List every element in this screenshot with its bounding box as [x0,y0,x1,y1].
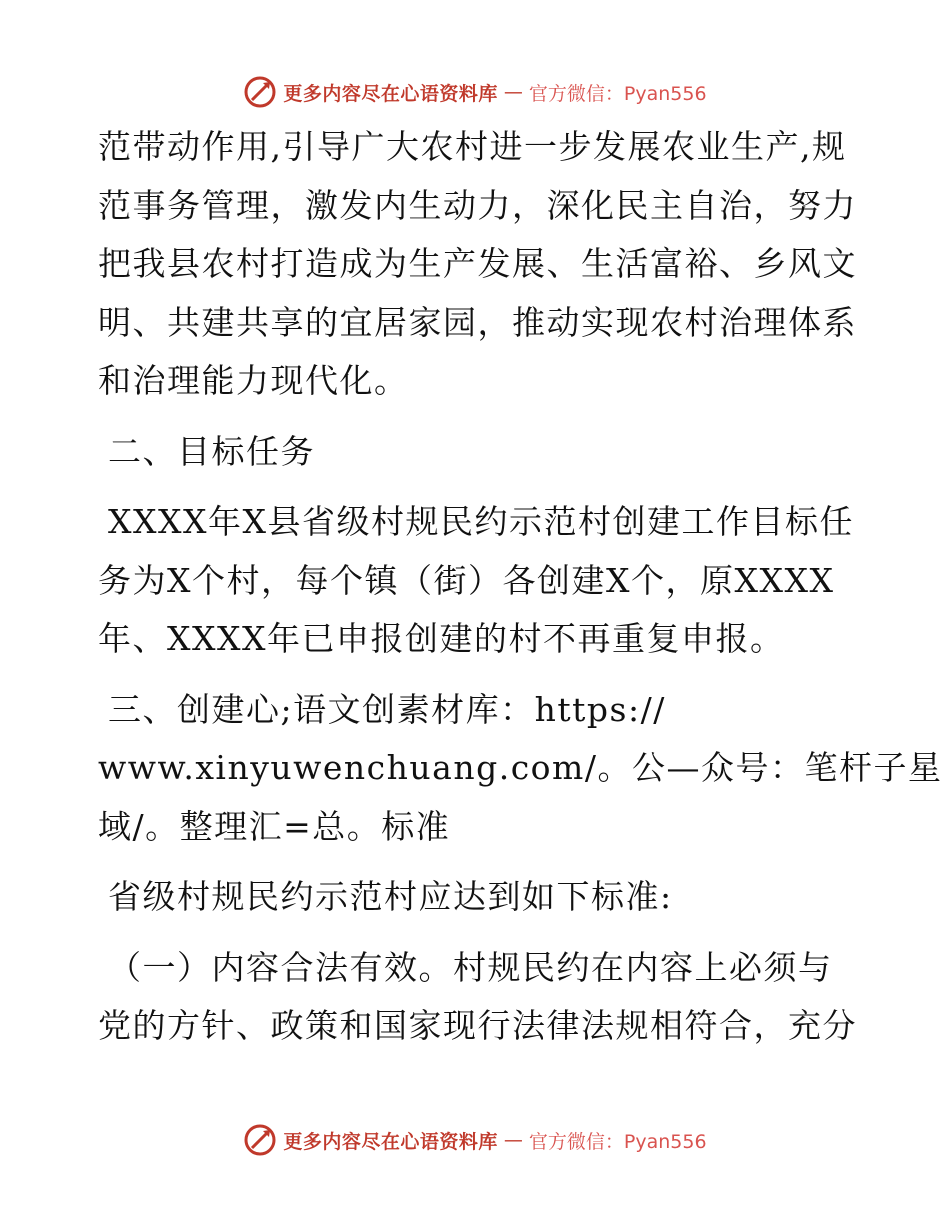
banner-site-name: 更多内容尽在心语资料库 [283,1130,498,1153]
text-line: 域/。整理汇=总。标准 [98,806,451,846]
section-heading: 二、目标任务 [108,431,315,471]
text-line: XXXX年X县省级村规民约示范村创建工作目标任 [108,502,854,541]
banner-dash: — [503,1129,523,1151]
text-line: （一）内容合法有效。村规民约在内容上必须与 [108,947,833,987]
text-line: 和治理能力现代化。 [98,361,409,400]
header-banner [0,72,950,112]
paragraph-goals [98,493,858,669]
text-line: 年、XXXX年已申报创建的村不再重复申报。 [98,619,785,658]
paragraph-standards-intro [98,868,858,927]
section-heading-standards [98,681,943,857]
text-line: 党的方针、政策和国家现行法律法规相符合，充分 [98,1006,857,1045]
document-body [98,118,943,1056]
text-line: 把我县农村打造成为生产发展、生活富裕、乡风文 [98,244,857,283]
text-line: 明、共建共享的宜居家园，推动实现农村治理体系 [98,302,857,342]
text-line: www.xinyuwenchuang.com/。公—众号：笔杆子星 [98,748,943,787]
banner-site-name: 更多内容尽在心语资料库 [283,82,498,105]
text-line: 务为X个村，每个镇（街）各创建X个，原XXXX [98,560,835,600]
banner-wechat: 官方微信：Pyan556 [528,1130,707,1153]
text-line: 省级村规民约示范村应达到如下标准: [108,877,673,916]
text-line: 范事务管理，激发内生动力，深化民主自治，努力 [98,185,857,225]
text-line: 范带动作用,引导广大农村进一步发展农业生产,规 [98,127,847,166]
text-line: 三、创建心;语文创素材库：https:// [108,689,666,729]
paragraph-intro-continued [98,118,858,411]
quill-logo-icon [243,1123,277,1157]
quill-logo-icon [243,75,277,109]
section-heading-goals [98,423,858,482]
footer-banner [0,1120,950,1160]
banner-dash: — [503,81,523,103]
banner-wechat: 官方微信：Pyan556 [528,82,707,105]
paragraph-standard-one [98,939,858,1056]
